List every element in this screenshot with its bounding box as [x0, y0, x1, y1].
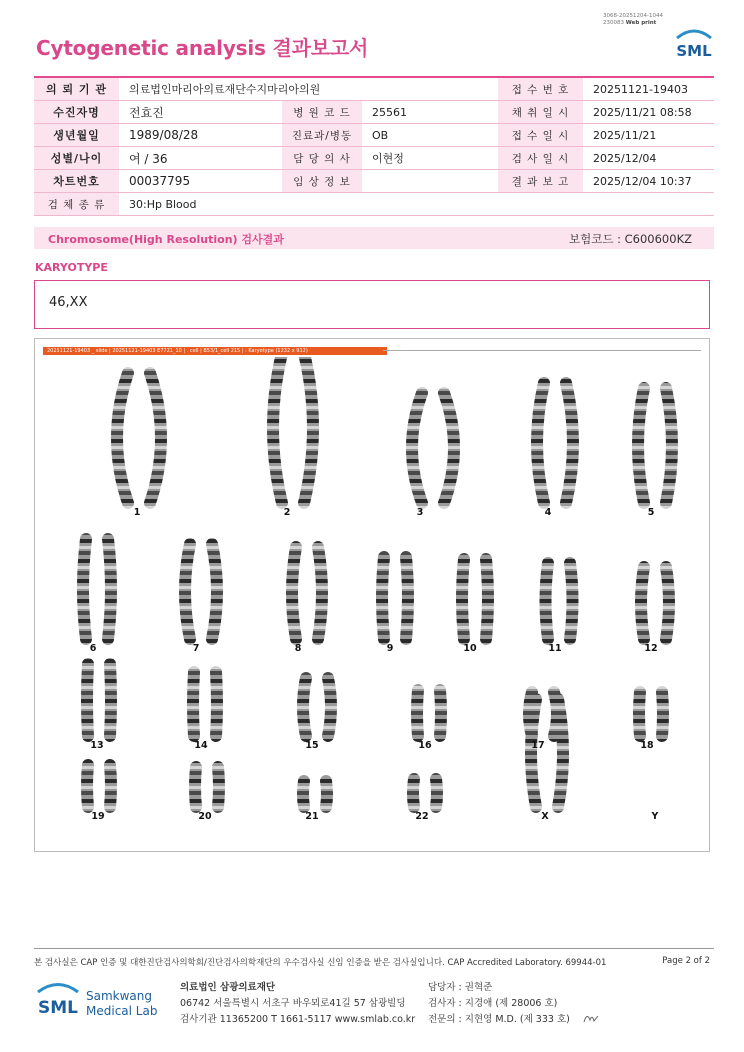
label-report-date: 결 과 보 고 [498, 170, 583, 193]
requesting-org: 의료법인마리아의료재단수지마리아의원 [119, 77, 498, 101]
chromosome-label-5: 5 [647, 507, 655, 518]
chromosome-22-chromatid [436, 779, 437, 807]
receipt-date: 2025/11/21 [583, 124, 714, 147]
chromosome-2-chromatid [304, 357, 313, 503]
department: OB [362, 124, 498, 147]
org-name: 의료법인 삼광의료재단 [180, 982, 276, 993]
chromosome-16-chromatid [440, 690, 441, 736]
chromosome-label-14: 14 [194, 740, 208, 751]
collection-date: 2025/11/21 08:58 [583, 101, 714, 124]
chromosome-label-1: 1 [133, 507, 141, 518]
label-physician: 담 당 의 사 [282, 147, 362, 170]
chromosome-label-4: 4 [544, 507, 552, 518]
sml-logo-text: SML [676, 42, 712, 60]
chromosome-1-chromatid [150, 373, 161, 503]
footer-divider [34, 948, 714, 949]
org-address: 06742 서울특별시 서초구 바우뫼로41길 57 삼광빌딩 [180, 998, 406, 1009]
chromosome-8-chromatid [318, 547, 322, 639]
chromosome-12-chromatid [666, 567, 669, 639]
chromosome-label-13: 13 [90, 740, 104, 751]
chromosome-8-chromatid [292, 547, 296, 639]
patient-info-table [34, 76, 714, 216]
chromosome-7-chromatid [185, 544, 190, 639]
info-row [34, 77, 714, 101]
chromosome-label-21: 21 [305, 811, 319, 822]
samkwang-logo-mark: SML [38, 998, 78, 1018]
label-hospital-code: 병 원 코 드 [282, 101, 362, 124]
chromosome-22-chromatid [413, 779, 414, 807]
karyotype-result: 46,XX [49, 295, 88, 310]
label-requesting-org: 의 뢰 기 관 [34, 77, 119, 101]
hospital-code: 25561 [362, 101, 498, 124]
chromosome-21-chromatid [303, 781, 304, 807]
chromosome-label-6: 6 [89, 643, 97, 654]
chromosome-19-chromatid [110, 765, 111, 807]
birth-date: 1989/08/28 [119, 124, 282, 147]
chromosome-X-chromatid [558, 699, 563, 807]
chromosome-2-chromatid [273, 357, 282, 503]
label-chart-no: 차트번호 [34, 170, 119, 193]
karyogram-frame [34, 338, 710, 852]
page-number: Page 2 of 2 [662, 956, 710, 966]
info-row [34, 101, 714, 124]
chromosome-13-chromatid [87, 664, 88, 736]
specimen-type: 30:Hp Blood [119, 193, 714, 216]
patient-name: 전효진 [119, 101, 282, 124]
chromosome-label-11: 11 [548, 643, 562, 654]
chromosome-21-chromatid [326, 781, 327, 807]
clinical-info [362, 170, 498, 193]
chromosome-1-chromatid [117, 373, 128, 503]
chromosome-12-chromatid [641, 567, 644, 639]
label-department: 진료과/병동 [282, 124, 362, 147]
karyogram-caption: 20251121-19403 _ slide | 20251121-19403 E7721_10 | . cell | B53/1_cell 215 | : Karyotype (1232 x 912) [43, 347, 387, 355]
org-contact: 검사기관 11365200 T 1661-5117 www.smlab.co.kr [180, 1014, 416, 1025]
chromosome-4-chromatid [566, 383, 573, 503]
chromosome-9-chromatid [406, 557, 408, 639]
chromosome-4-chromatid [537, 383, 544, 503]
physician: 이현정 [362, 147, 498, 170]
chromosome-5-chromatid [638, 388, 644, 503]
chromosome-label-12: 12 [644, 643, 658, 654]
label-specimen-type: 검 체 종 류 [34, 193, 119, 216]
chromosome-label-Y: Y [651, 811, 659, 822]
label-test-date: 검 사 일 시 [498, 147, 583, 170]
report-code [603, 13, 663, 26]
sex-age: 여 / 36 [119, 147, 282, 170]
chromosome-16-chromatid [417, 690, 418, 736]
report-title: Cytogenetic analysis 결과보고서 [36, 36, 369, 60]
karyotype-heading: KARYOTYPE [35, 261, 108, 274]
chromosome-label-17: 17 [531, 740, 545, 751]
test-section-title: Chromosome(High Resolution) 검사결과 [48, 233, 284, 246]
insurance-code: 보험코드 : C600600KZ [569, 232, 692, 246]
chromosome-3-chromatid [412, 393, 422, 503]
caption-divider [383, 350, 701, 351]
brand-line2: Medical Lab [86, 1004, 158, 1018]
label-sex-age: 성별/나이 [34, 147, 119, 170]
organization-info [180, 980, 415, 1028]
chromosome-label-3: 3 [416, 507, 424, 518]
chromosome-14-chromatid [193, 672, 194, 736]
chromosome-label-20: 20 [198, 811, 212, 822]
chart-no: 00037795 [119, 170, 282, 193]
report-date: 2025/12/04 10:37 [583, 170, 714, 193]
chromosome-label-22: 22 [415, 811, 429, 822]
info-row [34, 147, 714, 170]
chromosome-label-19: 19 [91, 811, 105, 822]
label-receipt-no: 접 수 번 호 [498, 77, 583, 101]
info-row [34, 193, 714, 216]
receipt-no: 20251121-19403 [583, 77, 714, 101]
chromosome-6-chromatid [108, 539, 111, 639]
label-receipt-date: 접 수 일 시 [498, 124, 583, 147]
chromosome-18-chromatid [662, 692, 663, 736]
chromosome-15-chromatid [328, 678, 331, 736]
info-row [34, 124, 714, 147]
label-collection-date: 채 취 일 시 [498, 101, 583, 124]
chromosome-label-8: 8 [294, 643, 302, 654]
signature [582, 1010, 600, 1024]
label-birth-date: 생년월일 [34, 124, 119, 147]
chromosome-14-chromatid [216, 672, 217, 736]
chromosome-20-chromatid [218, 767, 219, 807]
brand-line1: Samkwang [86, 989, 152, 1003]
chromosome-label-16: 16 [418, 740, 432, 751]
chromosome-label-7: 7 [192, 643, 200, 654]
chromosome-X-chromatid [531, 699, 536, 807]
chromosome-label-9: 9 [386, 643, 394, 654]
chromosome-3-chromatid [444, 393, 454, 503]
report-code-line1: 3068-20251204-1044 [603, 13, 663, 19]
web-print-tag: Web print [625, 19, 657, 26]
chromosome-9-chromatid [382, 557, 384, 639]
chromosome-10-chromatid [462, 559, 464, 639]
chromosome-label-15: 15 [305, 740, 319, 751]
test-section-header [34, 227, 714, 249]
info-row [34, 170, 714, 193]
chromosome-7-chromatid [212, 544, 217, 639]
karyotype-result-box [34, 280, 710, 329]
chromosome-6-chromatid [83, 539, 86, 639]
label-patient-name: 수진자명 [34, 101, 119, 124]
chromosome-19-chromatid [87, 765, 88, 807]
chromosome-5-chromatid [666, 388, 672, 503]
staff-manager: 담당자 : 권혁준 [428, 982, 493, 993]
chromosome-18-chromatid [639, 692, 640, 736]
chromosome-label-2: 2 [283, 507, 291, 518]
sml-logo [674, 26, 714, 62]
report-code-line2: 230083 [603, 19, 624, 26]
chromosome-11-chromatid [570, 563, 573, 639]
chromosome-11-chromatid [546, 563, 549, 639]
karyogram-image [35, 357, 709, 851]
chromosome-15-chromatid [303, 678, 306, 736]
test-date: 2025/12/04 [583, 147, 714, 170]
chromosome-label-18: 18 [640, 740, 654, 751]
staff-specialist: 전문의 : 지현영 M.D. (제 333 호) [428, 1014, 570, 1025]
chromosome-label-10: 10 [463, 643, 477, 654]
staff-info [428, 980, 570, 1028]
staff-tester: 검사자 : 지경애 (제 28006 호) [428, 998, 558, 1009]
chromosome-label-X: X [541, 811, 549, 822]
accreditation-note: 본 검사실은 CAP 인증 및 대한진단검사의학회/진단검사의학재단의 우수검사실 신임 인증을 받은 검사실입니다. CAP Accredited Laboratory. 69944-01 [34, 958, 607, 968]
label-clinical-info: 임 상 정 보 [282, 170, 362, 193]
chromosome-20-chromatid [195, 767, 196, 807]
chromosome-10-chromatid [486, 559, 488, 639]
chromosome-13-chromatid [110, 664, 111, 736]
samkwang-logo [36, 980, 166, 1022]
